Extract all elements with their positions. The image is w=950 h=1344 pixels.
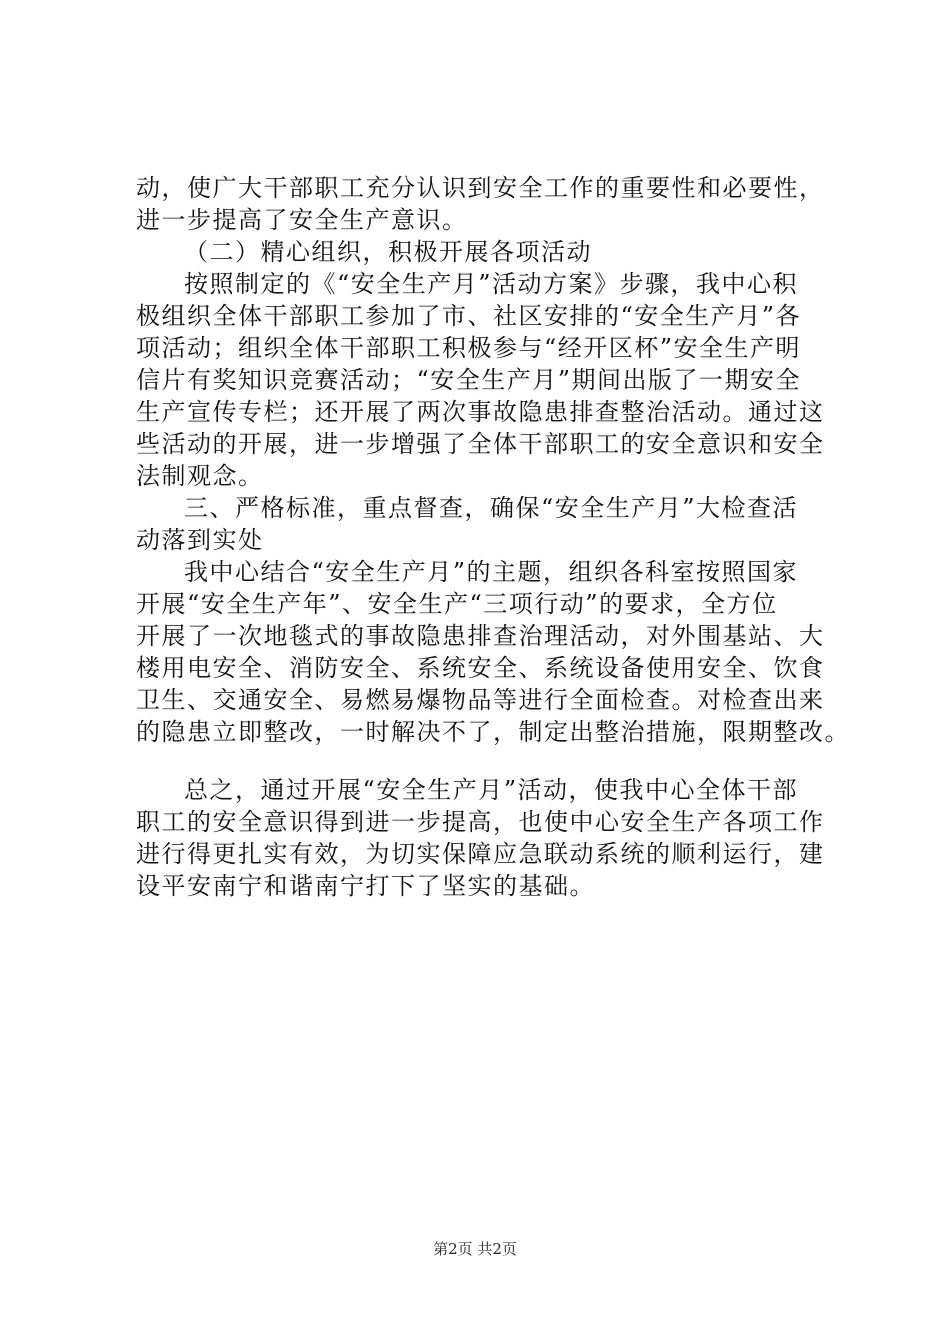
text-line: 的隐患立即整改，一时解决不了，制定出整治措施，限期整改。 [136,718,850,746]
page-number-footer: 第2页 共2页 [433,1240,517,1258]
paragraph-gap [136,748,836,774]
text-line: 职工的安全意识得到进一步提高，也使中心安全生产各项工作 [136,808,825,836]
text-line: 按照制定的《“安全生产月”活动方案》步骤，我中心积 [184,270,799,298]
text-line: 项活动；组织全体干部职工积极参与“经开区杯”安全生产明 [136,334,802,362]
section-heading: 动落到实处 [136,526,264,554]
section-heading: 三、严格标准，重点督查，确保“安全生产月”大检查活 [184,494,799,522]
text-line: 楼用电安全、消防安全、系统安全、系统设备使用安全、饮食 [136,654,825,682]
text-line: 极组织全体干部职工参加了市、社区安排的“安全生产月”各 [136,302,802,330]
text-line: 开展了一次地毯式的事故隐患排查治理活动，对外围基站、大 [136,622,825,650]
text-line: 法制观念。 [136,462,264,490]
text-line: 动，使广大干部职工充分认识到安全工作的重要性和必要性， [136,174,825,202]
text-line: 开展“安全生产年”、安全生产“三项行动”的要求，全方位 [136,590,778,618]
text-line: 进一步提高了安全生产意识。 [136,206,468,234]
text-line: 我中心结合“安全生产月”的主题，组织各科室按照国家 [184,558,799,586]
text-line: 设平安南宁和谐南宁打下了坚实的基础。 [136,872,595,900]
text-line: 些活动的开展，进一步增强了全体干部职工的安全意识和安全 [136,430,825,458]
text-line: 总之，通过开展“安全生产月”活动，使我中心全体干部 [184,776,799,804]
text-line: 信片有奖知识竞赛活动；“安全生产月”期间出版了一期安全 [136,366,802,394]
section-heading: （二）精心组织，积极开展各项活动 [184,238,592,266]
text-line: 生产宣传专栏；还开展了两次事故隐患排查整治活动。通过这 [136,398,825,426]
document-body [136,172,850,902]
text-line: 卫生、交通安全、易燃易爆物品等进行全面检查。对检查出来 [136,686,825,714]
text-line: 进行得更扎实有效，为切实保障应急联动系统的顺利运行，建 [136,840,825,868]
